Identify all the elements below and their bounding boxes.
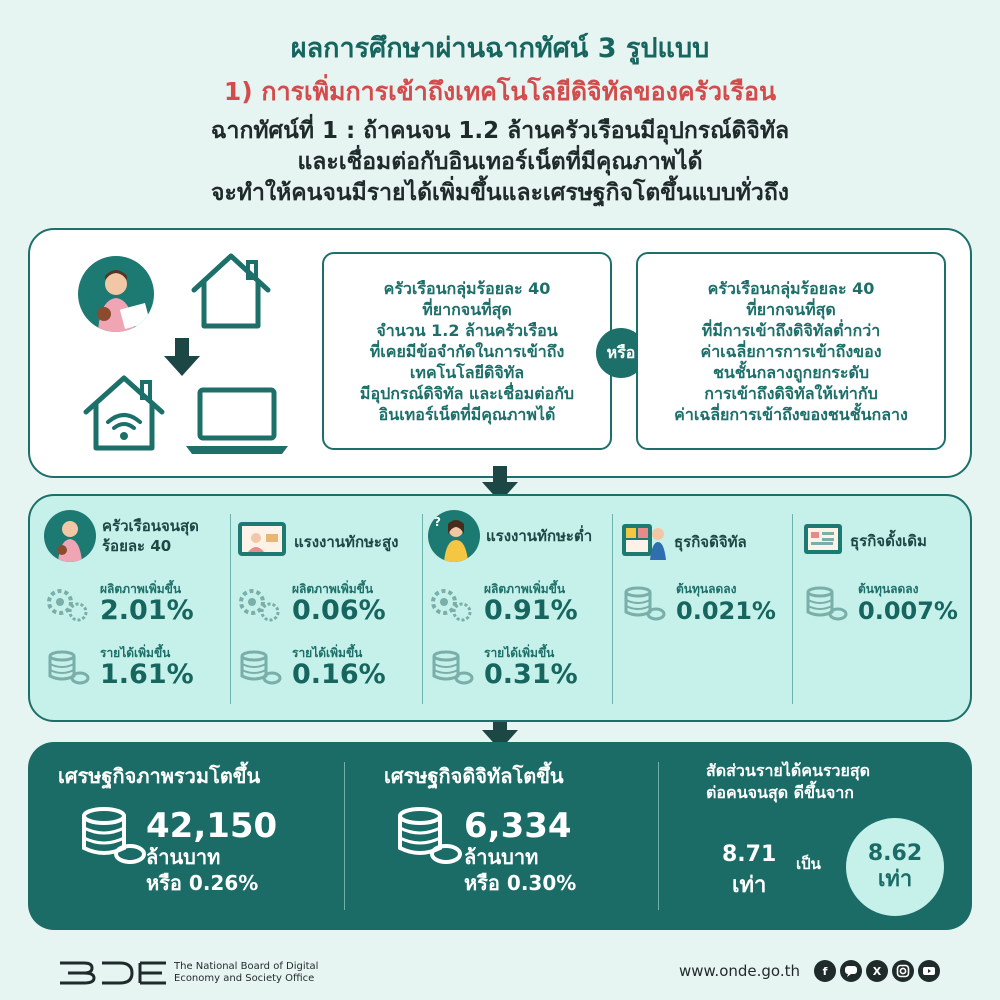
income-value: 0.31% (484, 659, 578, 690)
callout-line: ครัวเรือนกลุ่มร้อยละ 40 (707, 278, 875, 298)
productivity-value: 0.06% (292, 595, 386, 626)
income-label: รายได้เพิ่มขึ้น (484, 646, 555, 660)
callout-line: เทคโนโลยีดิจิทัล (409, 362, 525, 382)
laptop-icon (182, 386, 292, 460)
group-title: ครัวเรือนจนสุด ร้อยละ 40 (102, 517, 199, 555)
callout-line: ครัวเรือนกลุ่มร้อยละ 40 (383, 278, 551, 298)
column-divider (344, 762, 345, 910)
income-label: รายได้เพิ่มขึ้น (292, 646, 363, 660)
x-icon[interactable]: X (866, 960, 888, 982)
callout-line: ชนชั้นกลางถูกยกระดับ (712, 362, 870, 382)
coins-icon (394, 804, 464, 872)
productivity-label: ผลิตภาพเพิ่มขึ้น (100, 582, 182, 596)
scenario-line: และเชื่อมต่อกับอินเทอร์เน็ตที่มีคุณภาพได้ (297, 149, 703, 175)
callout-access-gap (636, 252, 946, 450)
onde-logo-mark (58, 960, 168, 986)
low-skill-worker-icon (428, 510, 480, 562)
scenario-panel (28, 228, 972, 478)
column-divider (792, 514, 793, 704)
group-title: ธุรกิจดั้งเดิม (850, 532, 927, 550)
productivity-value: 2.01% (100, 595, 194, 626)
group-low-skill-labor (428, 510, 608, 710)
cost-label: ต้นทุนลดลง (676, 582, 737, 596)
coins-icon (802, 582, 848, 624)
column-divider (658, 762, 659, 910)
svg-text:?: ? (434, 515, 441, 529)
income-ratio-before-value: 8.71 (722, 842, 777, 867)
group-traditional-business (802, 510, 972, 710)
coins-icon (428, 646, 474, 688)
productivity-value: 0.91% (484, 595, 578, 626)
or-badge: หรือ (596, 328, 646, 378)
facebook-icon[interactable]: f (814, 960, 836, 982)
gdp-growth-unit: ล้านบาท (146, 845, 221, 869)
group-title: แรงงานทักษะสูง (294, 533, 399, 551)
poor-household-illustration (78, 256, 154, 332)
page-title: ผลการศึกษาผ่านฉากทัศน์ 3 รูปแบบ (290, 33, 710, 64)
callout-line: ที่มีการเข้าถึงดิจิทัลต่ำกว่า (701, 320, 881, 340)
cost-label: ต้นทุนลดลง (858, 582, 919, 596)
income-ratio-before-unit: เท่า (731, 873, 767, 898)
income-ratio-after-value: 8.62 (867, 841, 923, 866)
gears-icon (428, 582, 474, 624)
org-name-line: The National Board of Digital (174, 961, 319, 972)
wifi-house-icon (78, 370, 170, 458)
coins-icon (78, 804, 148, 872)
house-icon (186, 250, 276, 336)
traditional-business-icon (802, 520, 844, 562)
income-ratio-title-line: ต่อคนจนสุด ดีขึ้นจาก (706, 783, 854, 802)
gdp-growth-percent: หรือ 0.26% (146, 871, 259, 895)
high-skill-worker-icon (236, 520, 288, 564)
callout-line: ค่าเฉลี่ยการการเข้าถึงของ (700, 341, 882, 361)
impact-panel (28, 494, 972, 722)
income-ratio-title-line: สัดส่วนรายได้คนรวยสุด (706, 761, 870, 780)
poor-household-icon (44, 510, 96, 562)
line-icon[interactable] (840, 960, 862, 982)
coins-icon (236, 646, 282, 688)
column-divider (612, 514, 613, 704)
income-value: 0.16% (292, 659, 386, 690)
callout-poorest-households (322, 252, 612, 450)
productivity-label: ผลิตภาพเพิ่มขึ้น (484, 582, 566, 596)
income-ratio-after-unit: เท่า (877, 867, 913, 892)
income-value: 1.61% (100, 659, 194, 690)
gdp-growth-value: 42,150 (146, 806, 278, 846)
instagram-icon[interactable] (892, 960, 914, 982)
gdp-growth-title: เศรษฐกิจภาพรวมโตขึ้น (58, 764, 261, 788)
income-ratio-before (722, 842, 776, 902)
digital-economy-value: 6,334 (464, 806, 572, 846)
group-high-skill-labor (236, 510, 416, 710)
income-ratio-title (706, 760, 870, 804)
digital-economy-title: เศรษฐกิจดิจิทัลโตขึ้น (384, 764, 564, 788)
footer-links (679, 960, 940, 982)
cost-value: 0.021% (676, 597, 776, 625)
group-poorest-40 (44, 510, 224, 710)
callout-line: อินเทอร์เน็ตที่มีคุณภาพได้ (378, 404, 556, 424)
onde-logo (58, 960, 318, 986)
callout-line: ที่ยากจนที่สุด (746, 299, 836, 319)
callout-line: จำนวน 1.2 ล้านครัวเรือน (376, 320, 558, 340)
productivity-label: ผลิตภาพเพิ่มขึ้น (292, 582, 374, 596)
income-ratio-connector: เป็น (796, 855, 821, 873)
digital-business-icon (620, 520, 668, 564)
coins-icon (44, 646, 90, 688)
column-divider (422, 514, 423, 704)
digital-economy-percent: หรือ 0.30% (464, 871, 577, 895)
cost-value: 0.007% (858, 597, 958, 625)
outcome-panel (28, 742, 972, 930)
group-digital-business (620, 510, 790, 710)
website-link[interactable]: www.onde.go.th (679, 962, 800, 980)
youtube-icon[interactable] (918, 960, 940, 982)
group-title: ธุรกิจดิจิทัล (674, 533, 747, 551)
callout-line: มีอุปกรณ์ดิจิทัล และเชื่อมต่อกับ (359, 383, 575, 403)
gears-icon (236, 582, 282, 624)
group-title: แรงงานทักษะต่ำ (486, 527, 593, 545)
scenario-description (0, 116, 1000, 209)
callout-line: การเข้าถึงดิจิทัลให้เท่ากับ (704, 383, 878, 403)
org-name-line: Economy and Society Office (174, 973, 315, 984)
callout-line: ที่ยากจนที่สุด (422, 299, 512, 319)
income-ratio-after (846, 818, 944, 916)
callout-line: ค่าเฉลี่ยการเข้าถึงของชนชั้นกลาง (674, 404, 908, 424)
coins-icon (620, 582, 666, 624)
column-divider (230, 514, 231, 704)
income-label: รายได้เพิ่มขึ้น (100, 646, 171, 660)
scenario-line: ฉากทัศน์ที่ 1 : ถ้าคนจน 1.2 ล้านครัวเรือนมีอุปกรณ์ดิจิทัล (210, 118, 790, 144)
page-subtitle: 1) การเพิ่มการเข้าถึงเทคโนโลยีดิจิทัลของครัวเรือน (223, 77, 777, 106)
scenario-line: จะทำให้คนจนมีรายได้เพิ่มขึ้นและเศรษฐกิจโตขึ้นแบบทั่วถึง (211, 180, 789, 206)
callout-line: ที่เคยมีข้อจำกัดในการเข้าถึง (369, 341, 565, 361)
digital-economy-unit: ล้านบาท (464, 845, 539, 869)
gears-icon (44, 582, 90, 624)
